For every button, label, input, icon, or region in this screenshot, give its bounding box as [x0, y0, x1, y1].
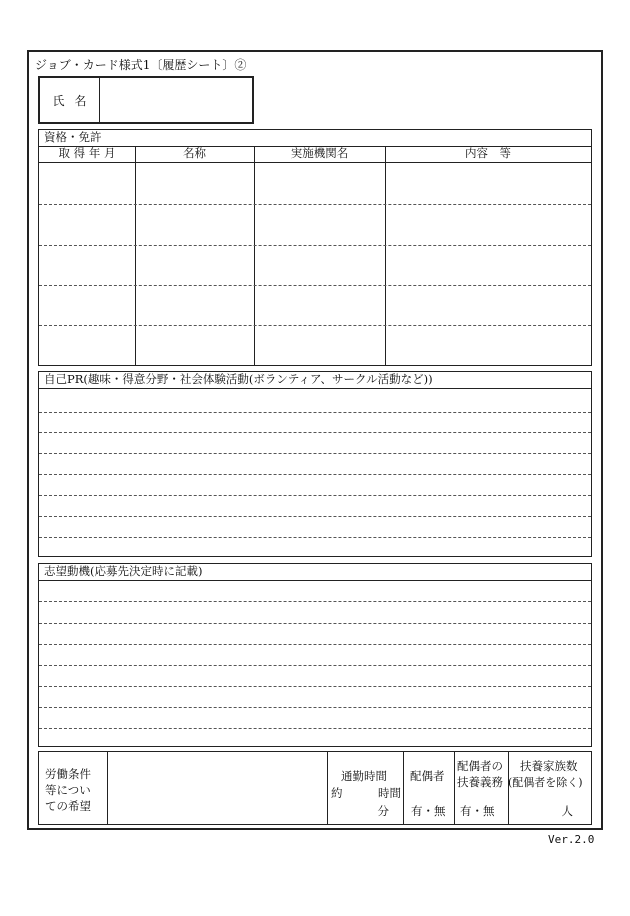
- writing-line: [39, 412, 591, 413]
- writing-line: [39, 707, 591, 708]
- self-pr-heading: 自己PR(趣味・得意分野・社会体験活動(ボランティア、サークル活動など)): [39, 372, 591, 389]
- dependents-title-line: 扶養家族数: [520, 759, 578, 773]
- writing-line: [39, 686, 591, 687]
- dependents-title-line: (配偶者を除く): [508, 776, 583, 789]
- motivation-heading: 志望動機(応募先決定時に記載): [39, 564, 591, 581]
- commute-cell: [327, 752, 404, 824]
- writing-line: [39, 474, 591, 475]
- name-field[interactable]: [100, 78, 252, 122]
- commute-title: 通勤時間: [341, 769, 387, 783]
- commute-minutes-unit: 分: [377, 804, 389, 818]
- commute-hours-unit: 時間: [378, 786, 401, 800]
- conditions-label-line: ての希望: [45, 799, 91, 813]
- spouse-cell: [403, 752, 455, 824]
- name-box: [38, 76, 254, 124]
- motivation-section: [38, 563, 592, 747]
- row-divider: [39, 204, 591, 205]
- name-label: 氏名: [40, 78, 100, 122]
- conditions-label-line: 等につい: [45, 783, 91, 797]
- conditions-label-line: 労働条件: [45, 767, 91, 781]
- writing-line: [39, 516, 591, 517]
- commute-about: 約: [331, 786, 343, 800]
- column-header-institution: 実施機関名: [254, 146, 385, 163]
- dependents-unit: 人: [561, 804, 573, 818]
- column-header-name: 名称: [135, 146, 254, 163]
- writing-line: [39, 623, 591, 624]
- writing-line: [39, 432, 591, 433]
- column-divider: [385, 146, 386, 365]
- spouse-title: 配偶者: [410, 769, 445, 783]
- row-divider: [39, 245, 591, 246]
- row-divider: [39, 325, 591, 326]
- spouse-support-title-line: 配偶者の: [457, 759, 503, 773]
- form-title: ジョブ・カード様式1〔履歴シート〕②: [35, 58, 247, 72]
- spouse-value[interactable]: 有・無: [411, 804, 446, 818]
- column-header-content: 内容 等: [385, 146, 591, 163]
- qualifications-heading: 資格・免許: [39, 130, 591, 147]
- writing-line: [39, 495, 591, 496]
- spouse-support-title-line: 扶養義務: [457, 775, 503, 789]
- conditions-input-field[interactable]: [101, 752, 328, 824]
- row-divider: [39, 285, 591, 286]
- column-divider: [254, 146, 255, 365]
- writing-line: [39, 601, 591, 602]
- writing-line: [39, 665, 591, 666]
- writing-line: [39, 644, 591, 645]
- column-divider: [135, 146, 136, 365]
- conditions-label-cell: [39, 752, 108, 824]
- version-label: Ver.2.0: [548, 833, 595, 846]
- spouse-support-cell: [454, 752, 509, 824]
- qualifications-section: [38, 129, 592, 366]
- working-conditions-box: [38, 751, 592, 825]
- dependents-cell: [508, 752, 591, 824]
- self-pr-section: [38, 371, 592, 557]
- writing-line: [39, 453, 591, 454]
- writing-line: [39, 537, 591, 538]
- spouse-support-value[interactable]: 有・無: [460, 804, 495, 818]
- column-header-date: 取 得 年 月: [39, 146, 135, 163]
- writing-line: [39, 728, 591, 729]
